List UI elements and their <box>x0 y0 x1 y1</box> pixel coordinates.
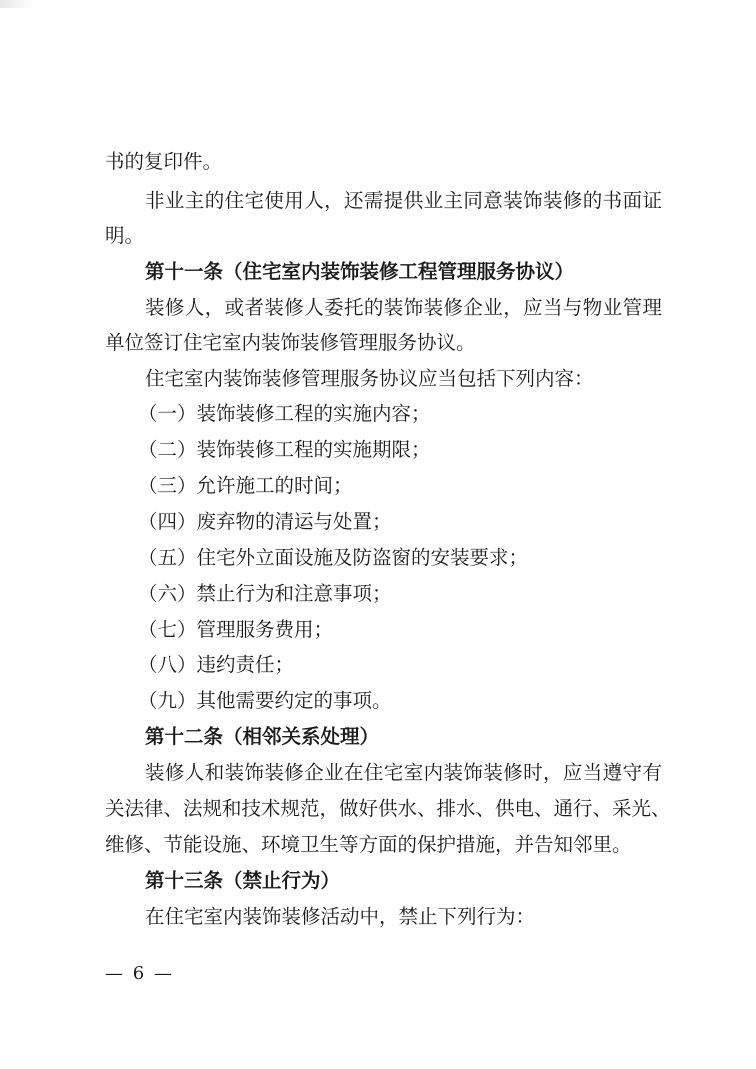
paragraph-line: 住宅室内装饰装修管理服务协议应当包括下列内容： <box>145 367 594 390</box>
paragraph-line: 关法律、法规和技术规范，做好供水、排水、供电、通行、采光、 <box>105 797 671 820</box>
scan-corner-mark <box>0 0 34 8</box>
article-13-heading: 第十三条（禁止行为） <box>145 869 341 892</box>
paragraph-line: 书的复印件。 <box>105 150 223 173</box>
list-item: （五）住宅外立面设施及防盗窗的安装要求； <box>138 546 529 569</box>
list-item: （三）允许施工的时间； <box>138 474 353 497</box>
list-item: （二）装饰装修工程的实施期限； <box>138 438 431 461</box>
paragraph-line: 装修人，或者装修人委托的装饰装修企业，应当与物业管理 <box>145 296 662 319</box>
list-item: （九）其他需要约定的事项。 <box>138 689 392 712</box>
paragraph-line: 维修、节能设施、环境卫生等方面的保护措施，并告知邻里。 <box>105 833 632 856</box>
list-item: （八）违约责任； <box>138 653 295 676</box>
paragraph-line: 单位签订住宅室内装饰装修管理服务协议。 <box>105 331 476 354</box>
list-item: （六）禁止行为和注意事项； <box>138 582 392 605</box>
list-item: （一）装饰装修工程的实施内容； <box>138 402 431 425</box>
paragraph-line: 装修人和装饰装修企业在住宅室内装饰装修时，应当遵守有 <box>145 761 662 784</box>
page-number: — 6 — <box>105 963 174 984</box>
article-12-heading: 第十二条（相邻关系处理） <box>145 725 380 748</box>
list-item: （四）废弃物的清运与处置； <box>138 510 392 533</box>
paragraph-line: 明。 <box>105 224 145 247</box>
paragraph-line: 非业主的住宅使用人，还需提供业主同意装饰装修的书面证 <box>145 189 662 212</box>
list-item: （七）管理服务费用； <box>138 618 334 641</box>
article-11-heading: 第十一条（住宅室内装饰装修工程管理服务协议） <box>145 260 575 283</box>
paragraph-line: 在住宅室内装饰装修活动中，禁止下列行为： <box>145 905 536 928</box>
